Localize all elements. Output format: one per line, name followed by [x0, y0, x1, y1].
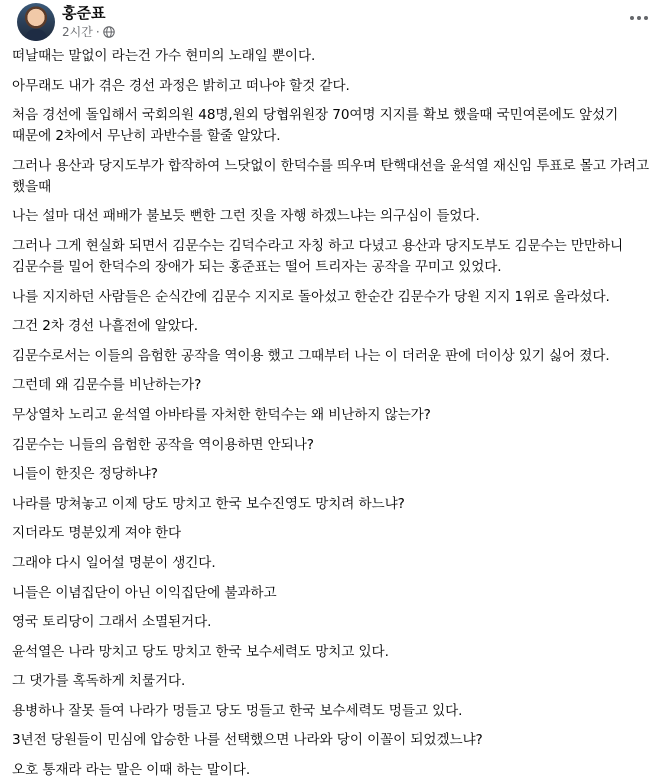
post-paragraph: 윤석열은 나라 망치고 당도 망치고 한국 보수세력도 망치고 있다.: [12, 643, 389, 660]
author-name[interactable]: 홍준표: [62, 4, 106, 22]
post-paragraph: 오호 통재라 라는 말은 이때 하는 말이다.: [12, 762, 251, 779]
post-paragraph: 김문수로서는 이들의 음험한 공작을 역이용 했고 그때부터 나는 이 더러운 판에 더이상 있기 싫어 졌다.: [12, 347, 610, 364]
post-paragraph: 나는 설마 대선 패배가 불보듯 뻔한 그런 짓을 자행 하겠느냐는 의구심이 들었다.: [12, 208, 480, 225]
post-paragraph: 그건 2차 경선 나흘전에 알았다.: [12, 318, 199, 335]
post-paragraph: 3년전 당원들이 민심에 압승한 나를 선택했으면 나라와 당이 이꼴이 되었겠느냐?: [12, 732, 483, 749]
meta-separator: ·: [95, 24, 100, 39]
post-paragraph: 니들이 한짓은 정당하냐?: [12, 466, 158, 483]
post-paragraph: 처음 경선에 돌입해서 국회의원 48명,원외 당협위원장 70여명 지지를 확보 했을때 국민여론에도 앞섰기 때문에 2차에서 무난히 과반수를 할줄 알았다.: [12, 107, 619, 145]
post-paragraph: 그러나 그게 현실화 되면서 김문수는 김덕수라고 자칭 하고 다녔고 용산과 당지도부도 김문수는 만만하니 김문수를 밀어 한덕수의 장애가 되는 홍준표는 떨어 트리자는 공작을 꾸미고 있었다.: [12, 237, 624, 275]
globe-icon: [103, 26, 115, 38]
more-options-button[interactable]: [623, 6, 655, 30]
post-paragraph: 무상열차 노리고 윤석열 아바타를 자처한 한덕수는 왜 비난하지 않는가?: [12, 406, 431, 423]
post-paragraph: 그러나 용산과 당지도부가 합작하여 느닷없이 한덕수를 띄우며 탄핵대선을 윤석열 재신임 투표로 몰고 가려고 했을때: [12, 157, 650, 195]
post-paragraph: 그래야 다시 일어설 명분이 생긴다.: [12, 554, 216, 571]
post-body: [12, 46, 660, 781]
post-paragraph: 아무래도 내가 겪은 경선 과정은 밝히고 떠나야 할것 같다.: [12, 77, 350, 94]
post-paragraph: 영국 토리당이 그래서 소멸된거다.: [12, 614, 212, 631]
post-paragraph: 니들은 이념집단이 아닌 이익집단에 불과하고: [12, 584, 277, 601]
post-paragraph: 떠날때는 말없이 라는건 가수 현미의 노래일 뿐이다.: [12, 48, 316, 64]
post-paragraph: 지더라도 명분있게 져야 한다: [12, 525, 182, 542]
more-horizontal-icon-dot: [637, 16, 641, 20]
post-paragraph: 나라를 망쳐놓고 이제 당도 망치고 한국 보수진영도 망치려 하느냐?: [12, 495, 405, 512]
post-paragraph: 김문수는 니들의 음험한 공작을 역이용하면 안되나?: [12, 436, 314, 453]
more-horizontal-icon-dot: [644, 16, 648, 20]
more-horizontal-icon: [630, 16, 634, 20]
post-header: [0, 0, 667, 44]
post-paragraph: 그런데 왜 김문수를 비난하는가?: [12, 377, 202, 394]
avatar[interactable]: [17, 3, 55, 41]
post-paragraph: 나를 지지하던 사람들은 순식간에 김문수 지지로 돌아섰고 한순간 김문수가 당원 지지 1위로 올라섰다.: [12, 288, 610, 305]
post-meta: [62, 23, 115, 40]
post-time[interactable]: 2시간: [62, 25, 93, 39]
post-paragraph: 용병하나 잘못 들여 나라가 멍들고 당도 멍들고 한국 보수세력도 멍들고 있다.: [12, 702, 463, 719]
post-paragraph: 그 댓가를 혹독하게 치룰거다.: [12, 673, 186, 690]
